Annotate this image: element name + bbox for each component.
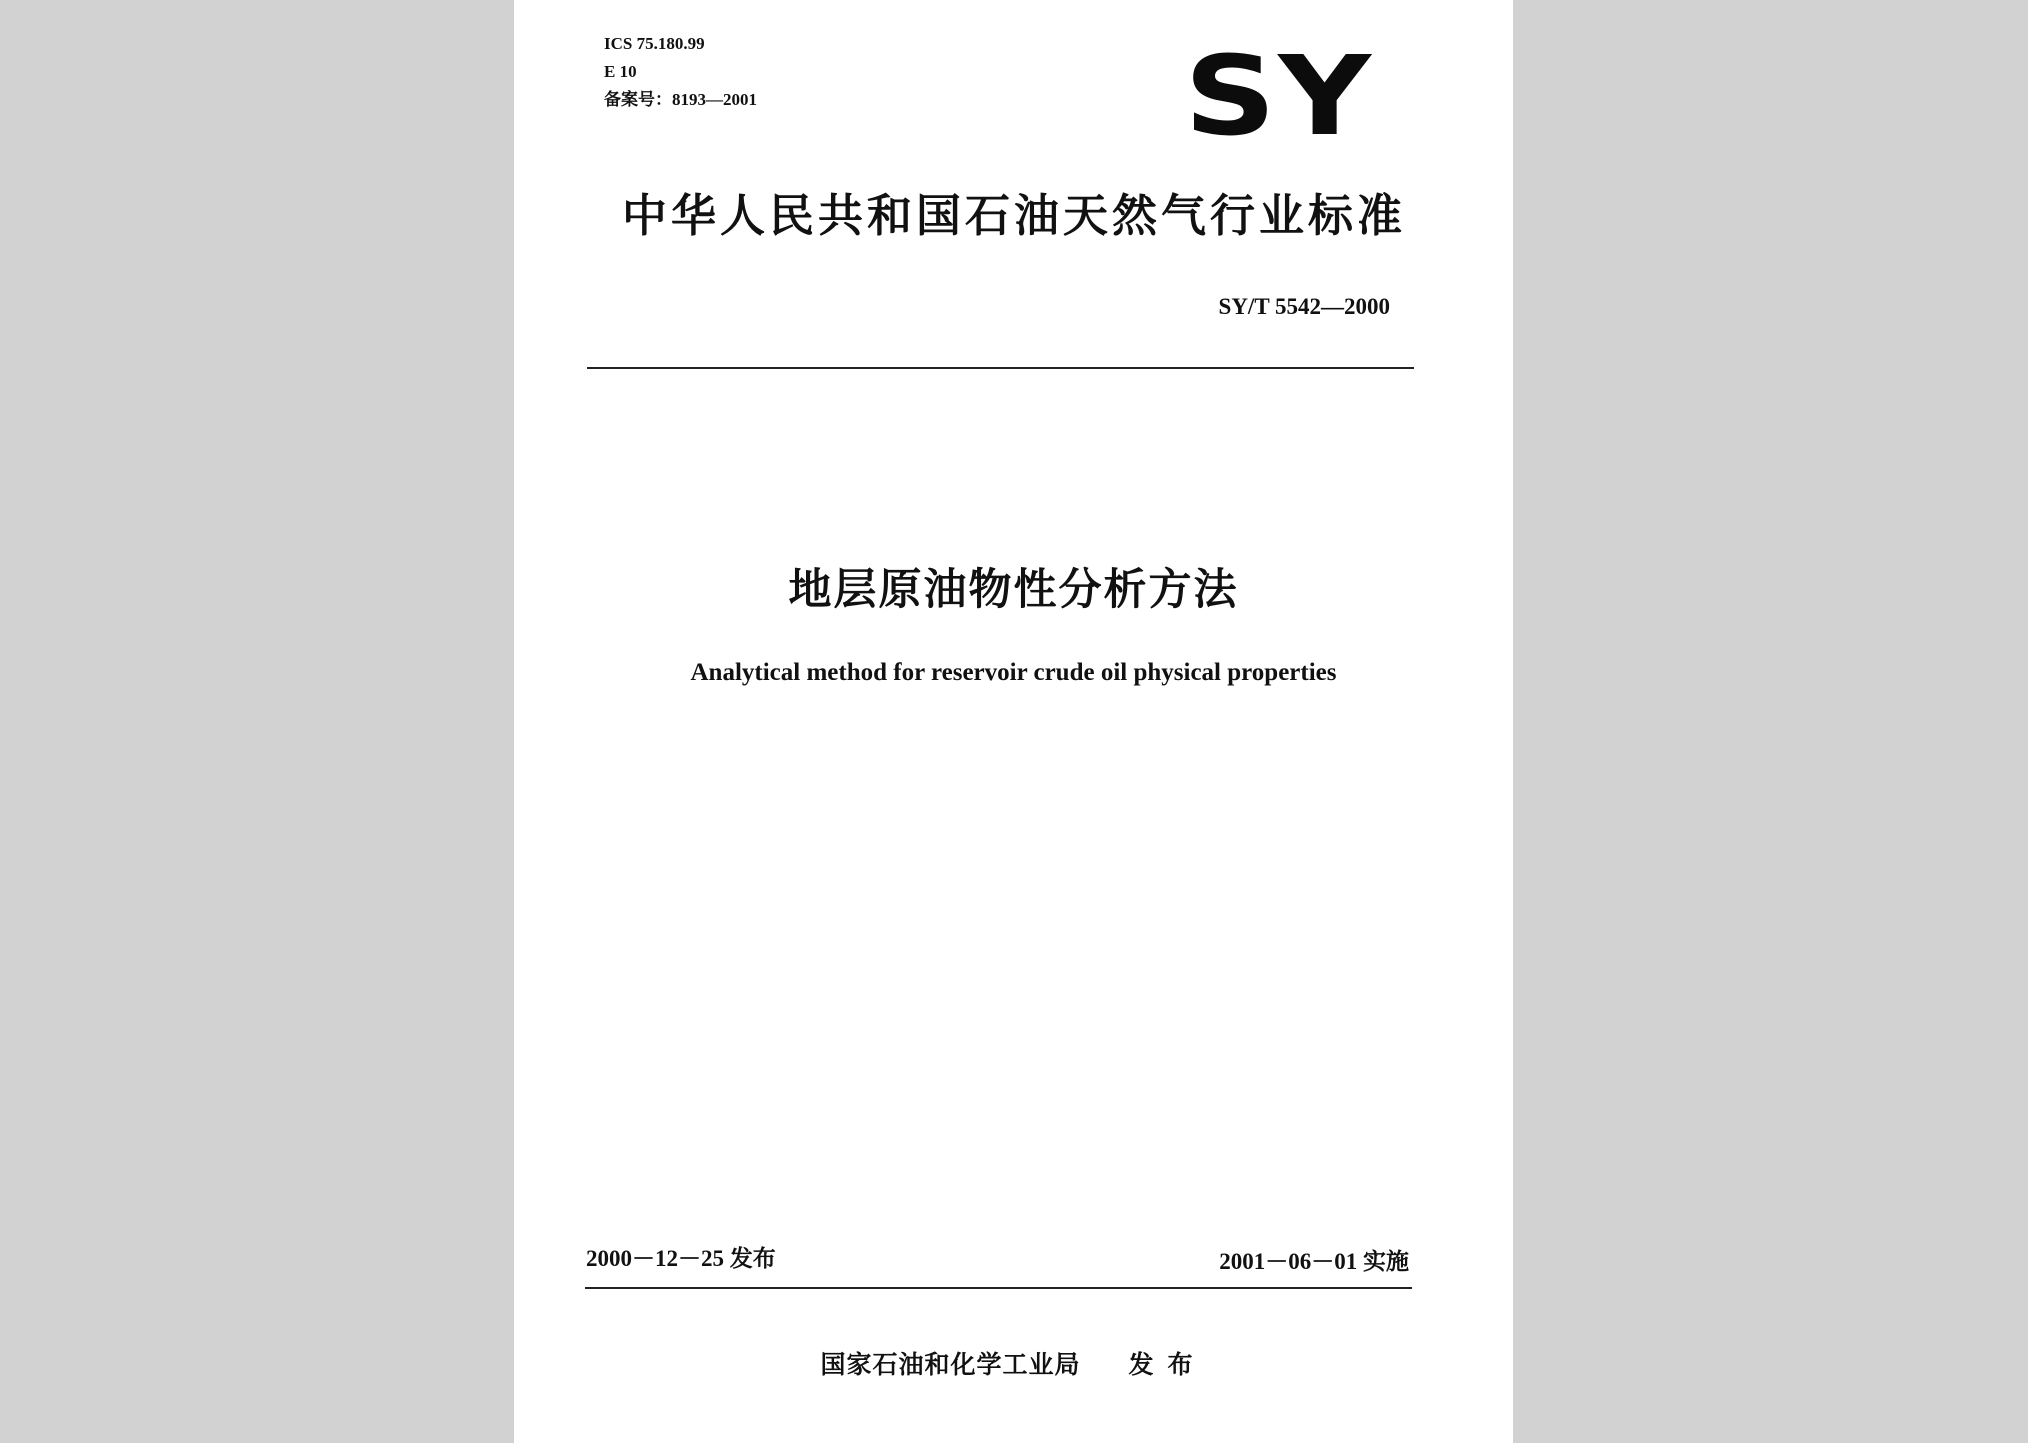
bottom-divider (585, 1287, 1412, 1289)
category-code: E 10 (604, 62, 637, 81)
publisher-line (514, 1348, 1513, 1382)
ics-code: ICS 75.180.99 (604, 34, 705, 53)
industry-standard-title: 中华人民共和国石油天然气行业标准 (621, 189, 1406, 242)
implementation-date: 2001－06－01 实施 (1219, 1249, 1409, 1274)
document-page (514, 0, 1513, 1443)
issue-date: 2000－12－25 发布 (586, 1246, 776, 1271)
publisher-name: 国家石油和化学工业局 (820, 1350, 1081, 1379)
standard-number: SY/T 5542—2000 (1218, 294, 1390, 319)
sy-logo: SY (1184, 32, 1373, 161)
document-title-en: Analytical method for reservoir crude oil physical properties (690, 659, 1337, 686)
document-title-zh: 地层原油物性分析方法 (788, 565, 1239, 615)
publish-label: 发布 (1128, 1350, 1207, 1379)
classification-block (604, 30, 757, 114)
top-divider (587, 367, 1414, 369)
record-number: 备案号：8193—2001 (604, 90, 757, 109)
